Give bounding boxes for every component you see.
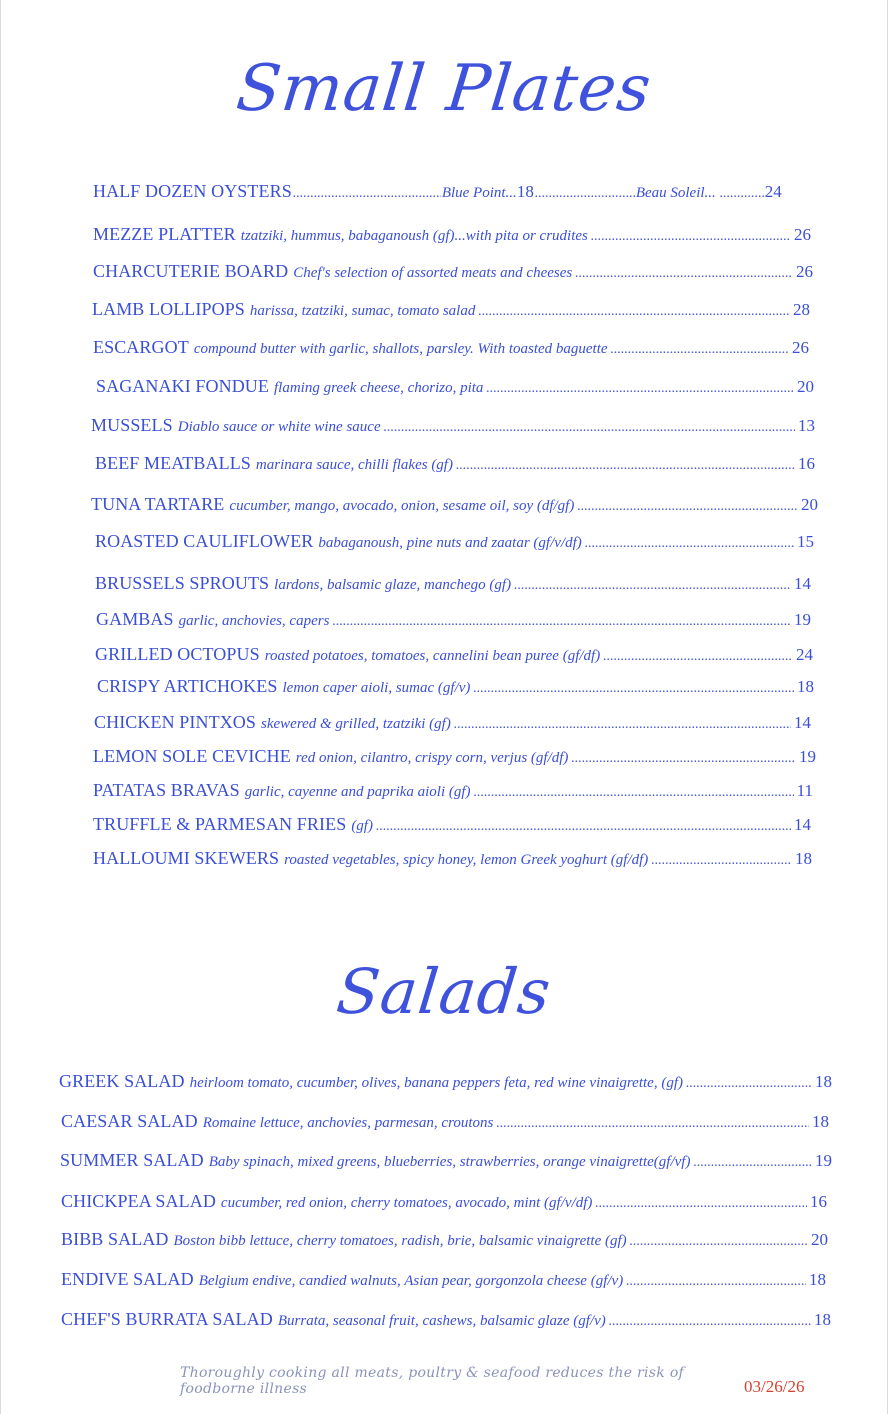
item-name: ESCARGOT: [93, 337, 189, 357]
menu-item-row: [61, 1269, 826, 1293]
item-description: Boston bibb lettuce, cherry tomatoes, radish, brie, balsamic vinaigrette (gf): [173, 1233, 627, 1249]
dot-leader: [577, 499, 798, 515]
item-price: 18: [815, 1072, 832, 1091]
item-name: MEZZE PLATTER: [93, 224, 236, 244]
dot-leader: [591, 229, 791, 245]
menu-item-row: [93, 224, 811, 248]
oysters-row: [93, 181, 809, 205]
small-plates-title: Small Plates: [233, 52, 655, 126]
dot-leader: [571, 751, 796, 767]
dot-leader: [473, 681, 794, 697]
item-description: harissa, tzatziki, sumac, tomato salad: [249, 303, 476, 319]
item-description: tzatziki, hummus, babaganoush (gf)...with pita or crudites: [240, 228, 588, 244]
dot-leader: [478, 304, 790, 320]
item-description: Burrata, seasonal fruit, cashews, balsamic glaze (gf/v): [277, 1313, 606, 1329]
item-name: ROASTED CAULIFLOWER: [95, 531, 314, 551]
item-description: flaming greek cheese, chorizo, pita: [274, 380, 484, 396]
item-price: 20: [801, 495, 818, 514]
item-description: Diablo sauce or white wine sauce: [177, 419, 381, 435]
item-name: LAMB LOLLIPOPS: [92, 299, 245, 319]
item-name: HALF DOZEN OYSTERS: [93, 181, 292, 201]
dot-leader: [474, 785, 794, 801]
item-price: 20: [797, 377, 814, 396]
dot-leader: [630, 1234, 808, 1250]
oyster-option-2: Beau Soleil...: [635, 185, 716, 201]
item-price: 19: [794, 610, 811, 629]
item-name: GREEK SALAD: [59, 1071, 185, 1091]
item-price: 20: [811, 1230, 828, 1249]
item-name: CHICKPEA SALAD: [61, 1191, 216, 1211]
menu-item-row: [97, 676, 814, 700]
item-description: cucumber, red onion, cherry tomatoes, avocado, mint (gf/v/df): [220, 1195, 593, 1211]
dot-leader: [496, 1116, 809, 1132]
item-description: marinara sauce, chilli flakes (gf): [255, 457, 453, 473]
dot-leader: [626, 1274, 806, 1290]
item-price: 16: [810, 1192, 827, 1211]
item-name: TRUFFLE & PARMESAN FRIES: [93, 814, 347, 834]
item-name: CHARCUTERIE BOARD: [93, 261, 289, 281]
menu-item-row: [96, 609, 811, 633]
item-price: 28: [793, 300, 810, 319]
item-name: ENDIVE SALAD: [61, 1269, 194, 1289]
dot-leader: [456, 458, 795, 474]
dot-leader: [720, 186, 764, 202]
page-left-edge: [0, 0, 1, 1414]
dot-leader: [603, 649, 793, 665]
oyster-price-1: 18: [516, 182, 534, 201]
dot-leader: [595, 1196, 807, 1212]
item-price: 24: [796, 645, 813, 664]
item-description: Romaine lettuce, anchovies, parmesan, croutons: [202, 1115, 494, 1131]
item-name: SAGANAKI FONDUE: [96, 376, 270, 396]
dot-leader: [454, 717, 791, 733]
item-price: 13: [798, 416, 815, 435]
item-name: PATATAS BRAVAS: [93, 780, 240, 800]
item-description: garlic, anchovies, capers: [178, 613, 330, 629]
dot-leader: [332, 614, 791, 630]
dot-leader: [575, 266, 793, 282]
item-price: 14: [794, 815, 811, 834]
dot-leader: [585, 536, 794, 552]
item-description: lardons, balsamic glaze, manchego (gf): [274, 577, 512, 593]
item-price: 15: [797, 532, 814, 551]
item-description: skewered & grilled, tzatziki (gf): [261, 716, 451, 732]
item-name: SUMMER SALAD: [60, 1150, 204, 1170]
item-name: TUNA TARTARE: [91, 494, 225, 514]
menu-item-row: [96, 376, 814, 400]
menu-item-row: [93, 337, 809, 361]
menu-item-row: [91, 415, 815, 439]
item-description: Baby spinach, mixed greens, blueberries, strawberries, orange vinaigrette(gf/vf): [208, 1154, 691, 1170]
item-price: 19: [799, 747, 816, 766]
item-price: 26: [796, 262, 813, 281]
menu-item-row: [95, 531, 814, 555]
item-price: 18: [797, 677, 814, 696]
menu-item-row: [61, 1191, 827, 1215]
menu-item-row: [95, 644, 813, 668]
item-price: 26: [792, 338, 809, 357]
menu-item-row: [61, 1309, 831, 1333]
oyster-option-1: Blue Point...: [441, 185, 517, 201]
item-name: CRISPY ARTICHOKES: [97, 676, 278, 696]
menu-item-row: [61, 1229, 828, 1253]
menu-item-row: [60, 1150, 832, 1174]
dot-leader: [693, 1155, 812, 1171]
item-price: 18: [809, 1270, 826, 1289]
item-price: 11: [796, 781, 813, 800]
menu-item-row: [61, 1111, 829, 1135]
menu-item-row: [91, 494, 818, 518]
item-description: babaganoush, pine nuts and zaatar (gf/v/df): [318, 535, 582, 551]
item-name: CHEF'S BURRATA SALAD: [61, 1309, 273, 1329]
item-name: BEEF MEATBALLS: [95, 453, 251, 473]
dot-leader: [651, 853, 792, 869]
item-price: 18: [814, 1310, 831, 1329]
item-description: roasted vegetables, spicy honey, lemon Greek yoghurt (gf/df): [284, 852, 649, 868]
menu-item-row: [93, 261, 813, 285]
item-description: cucumber, mango, avocado, onion, sesame oil, soy (df/gf): [229, 498, 575, 514]
item-name: LEMON SOLE CEVICHE: [93, 746, 291, 766]
item-description: roasted potatoes, tomatoes, cannelini bean puree (gf/df): [264, 648, 601, 664]
dot-leader: [686, 1076, 812, 1092]
item-price: 26: [794, 225, 811, 244]
dot-leader: [376, 819, 791, 835]
item-description: heirloom tomato, cucumber, olives, banana peppers feta, red wine vinaigrette, (gf): [189, 1075, 683, 1091]
dot-leader: [384, 420, 795, 436]
menu-item-row: [93, 814, 811, 838]
item-name: HALLOUMI SKEWERS: [93, 848, 280, 868]
item-description: garlic, cayenne and paprika aioli (gf): [244, 784, 471, 800]
menu-item-row: [95, 453, 815, 477]
menu-date: 03/26/26: [744, 1377, 805, 1396]
item-price: 14: [794, 574, 811, 593]
salads-title: Salads: [333, 955, 555, 1028]
item-price: 14: [794, 713, 811, 732]
dot-leader: [611, 342, 789, 358]
food-safety-note: Thoroughly cooking all meats, poultry & seafood reduces the risk of foodborne illness: [180, 1365, 685, 1397]
item-name: GRILLED OCTOPUS: [95, 644, 260, 664]
item-price: 18: [812, 1112, 829, 1131]
item-name: CHICKEN PINTXOS: [94, 712, 257, 732]
dot-leader: [609, 1314, 811, 1330]
menu-item-row: [93, 746, 816, 770]
item-name: MUSSELS: [91, 415, 173, 435]
item-description: compound butter with garlic, shallots, parsley. With toasted baguette: [193, 341, 608, 357]
dot-leader: [535, 186, 635, 202]
menu-item-row: [95, 573, 811, 597]
item-name: GAMBAS: [96, 609, 174, 629]
item-name: BIBB SALAD: [61, 1229, 169, 1249]
item-description: Chef's selection of assorted meats and cheeses: [293, 265, 573, 281]
item-name: CAESAR SALAD: [61, 1111, 198, 1131]
menu-item-row: [59, 1071, 832, 1095]
oyster-price-2: 24: [764, 182, 782, 201]
dot-leader: [486, 381, 794, 397]
menu-item-row: [92, 299, 810, 323]
item-description: red onion, cilantro, crispy corn, verjus (gf/df): [295, 750, 569, 766]
item-description: (gf): [351, 818, 373, 834]
item-name: BRUSSELS SPROUTS: [95, 573, 270, 593]
menu-item-row: [93, 848, 812, 872]
menu-item-row: [93, 780, 813, 804]
item-description: lemon caper aioli, sumac (gf/v): [282, 680, 471, 696]
dot-leader: [293, 186, 441, 202]
item-price: 18: [795, 849, 812, 868]
dot-leader: [514, 578, 791, 594]
item-price: 16: [798, 454, 815, 473]
item-price: 19: [815, 1151, 832, 1170]
item-description: Belgium endive, candied walnuts, Asian pear, gorgonzola cheese (gf/v): [198, 1273, 624, 1289]
menu-item-row: [94, 712, 811, 736]
